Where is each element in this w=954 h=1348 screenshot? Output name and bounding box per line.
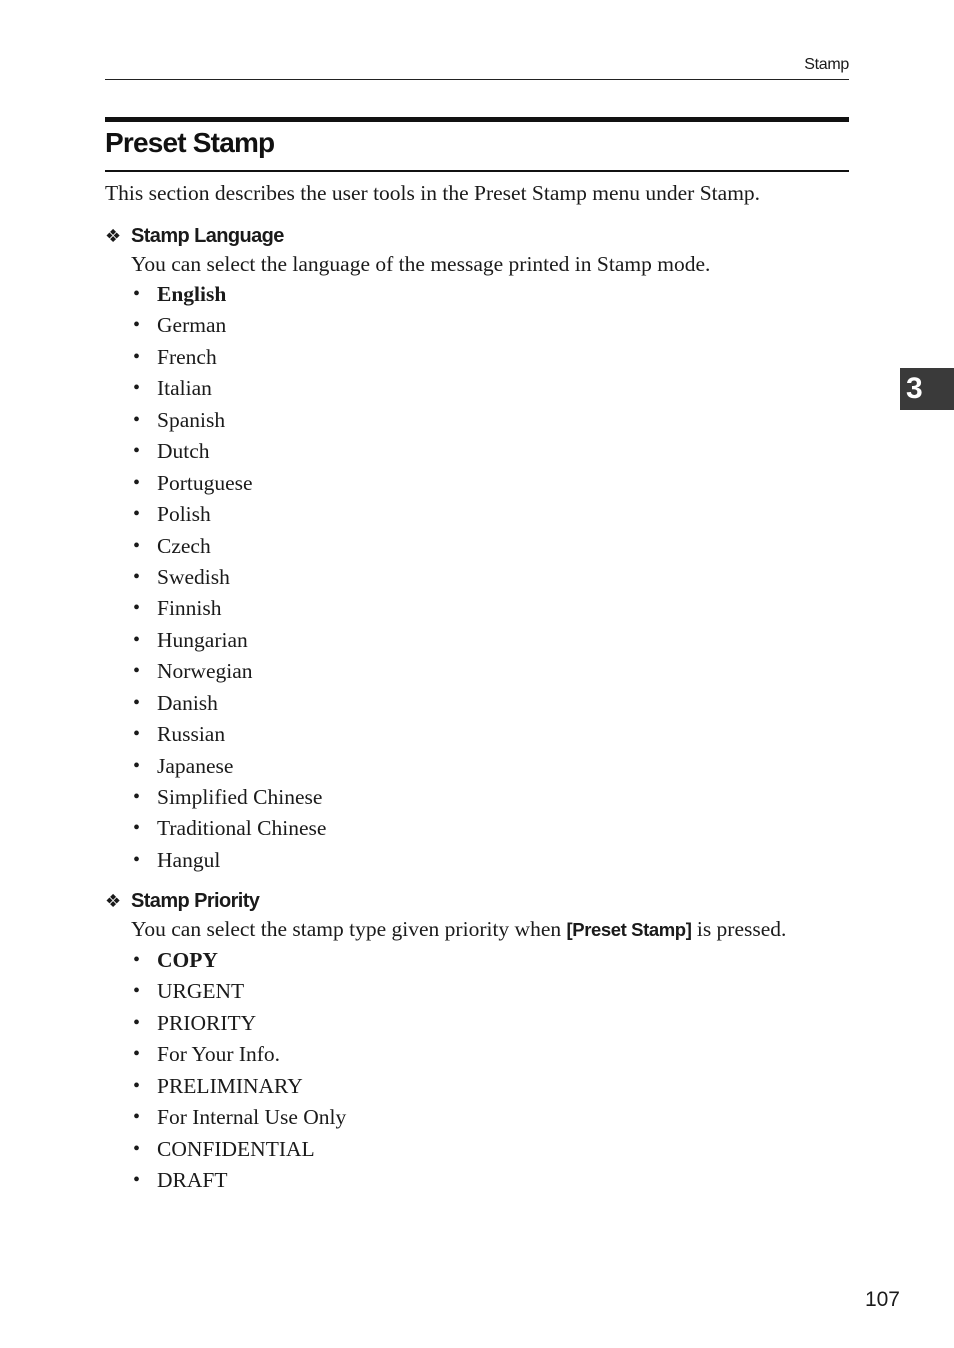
list-item xyxy=(131,945,849,976)
section-heading xyxy=(105,888,849,914)
bullet-icon: • xyxy=(133,949,141,971)
bullet-icon: • xyxy=(133,503,141,526)
list-item xyxy=(131,436,849,467)
section-stamp-language xyxy=(105,223,849,876)
list-item xyxy=(131,405,849,436)
description-text-after: is pressed. xyxy=(691,917,787,941)
option-label: German xyxy=(157,313,227,338)
bullet-icon: • xyxy=(133,440,141,463)
bullet-icon: • xyxy=(133,1011,141,1034)
section-heading xyxy=(105,223,849,249)
list-item xyxy=(131,1165,849,1196)
option-label: French xyxy=(157,344,217,369)
list-item xyxy=(131,751,849,782)
bullet-icon: • xyxy=(133,283,141,305)
option-label: Hungarian xyxy=(157,627,248,652)
bullet-icon: • xyxy=(133,534,141,557)
list-item xyxy=(131,562,849,593)
list-item xyxy=(131,342,849,373)
list-item xyxy=(131,688,849,719)
option-label: CONFIDENTIAL xyxy=(157,1136,315,1161)
option-label: For Your Info. xyxy=(157,1042,281,1067)
list-item xyxy=(131,1071,849,1102)
list-item xyxy=(131,499,849,530)
list-item xyxy=(131,531,849,562)
bullet-icon: • xyxy=(133,848,141,871)
bullet-icon: • xyxy=(133,723,141,746)
option-label: Japanese xyxy=(157,753,234,778)
section-stamp-priority xyxy=(105,888,849,1197)
list-item xyxy=(131,373,849,404)
section-heading-label: Stamp Language xyxy=(131,225,284,247)
bullet-icon: • xyxy=(133,980,141,1003)
option-label: PRIORITY xyxy=(157,1010,257,1035)
bullet-icon: • xyxy=(133,691,141,714)
preset-stamp-key-label: [Preset Stamp] xyxy=(566,919,692,940)
option-label: PRELIMINARY xyxy=(157,1073,303,1098)
option-label: Norwegian xyxy=(157,659,253,684)
section-description: You can select the language of the message printed in Stamp mode. xyxy=(131,252,711,276)
list-item xyxy=(131,845,849,876)
diamond-bullet-icon: ❖ xyxy=(105,891,121,911)
option-label: Simplified Chinese xyxy=(157,785,323,809)
option-label: Dutch xyxy=(157,439,210,464)
list-item xyxy=(131,310,849,341)
list-item xyxy=(131,279,849,310)
list-item xyxy=(131,976,849,1007)
header-rule xyxy=(105,79,849,80)
list-item xyxy=(131,1039,849,1070)
bullet-icon: • xyxy=(133,377,141,400)
bullet-icon: • xyxy=(133,471,141,494)
list-item xyxy=(131,782,849,813)
option-label: Hangul xyxy=(157,847,221,872)
title-rule-top xyxy=(105,117,849,122)
bullet-icon: • xyxy=(133,1074,141,1097)
option-label: Spanish xyxy=(157,407,226,432)
option-label: Danish xyxy=(157,690,218,715)
list-item xyxy=(131,468,849,499)
bullet-icon: • xyxy=(133,1169,141,1192)
option-label: Swedish xyxy=(157,564,230,589)
diamond-bullet-icon: ❖ xyxy=(105,226,121,246)
option-label: Czech xyxy=(157,533,211,558)
option-label: Portuguese xyxy=(157,470,253,495)
running-head: Stamp xyxy=(804,56,849,73)
option-label: For Internal Use Only xyxy=(157,1105,347,1130)
title-rule-bottom xyxy=(105,170,849,172)
chapter-tab: 3 xyxy=(900,368,954,410)
list-item xyxy=(131,719,849,750)
description-text-before: You can select the stamp type given priority when xyxy=(131,917,567,941)
option-label: DRAFT xyxy=(157,1168,228,1193)
option-label: Polish xyxy=(157,502,211,527)
bullet-icon: • xyxy=(133,565,141,588)
bullet-icon: • xyxy=(133,597,141,620)
option-label: Russian xyxy=(157,722,226,747)
bullet-icon: • xyxy=(133,1137,141,1160)
list-item xyxy=(131,656,849,687)
option-label: Traditional Chinese xyxy=(157,816,327,841)
bullet-icon: • xyxy=(133,660,141,683)
bullet-icon: • xyxy=(133,817,141,840)
bullet-icon: • xyxy=(133,408,141,431)
section-heading-label: Stamp Priority xyxy=(131,890,260,912)
option-label: URGENT xyxy=(157,979,245,1004)
list-item xyxy=(131,1102,849,1133)
priority-option-list xyxy=(105,945,849,1197)
list-item xyxy=(131,813,849,844)
section-description xyxy=(131,914,849,945)
page-number: 107 xyxy=(864,1288,900,1311)
option-label: Italian xyxy=(157,376,212,401)
bullet-icon: • xyxy=(133,628,141,651)
bullet-icon: • xyxy=(133,786,141,808)
bullet-icon: • xyxy=(133,754,141,777)
page-title: Preset Stamp xyxy=(105,127,275,158)
option-label: English xyxy=(157,282,227,306)
language-option-list xyxy=(105,279,849,876)
list-item xyxy=(131,1134,849,1165)
bullet-icon: • xyxy=(133,1043,141,1066)
bullet-icon: • xyxy=(133,1106,141,1129)
option-label: Finnish xyxy=(157,596,222,621)
option-label: COPY xyxy=(157,948,218,972)
list-item xyxy=(131,625,849,656)
list-item xyxy=(131,593,849,624)
intro-text: This section describes the user tools in the Preset Stamp menu under Stamp. xyxy=(105,181,761,205)
list-item xyxy=(131,1008,849,1039)
bullet-icon: • xyxy=(133,345,141,368)
bullet-icon: • xyxy=(133,314,141,337)
